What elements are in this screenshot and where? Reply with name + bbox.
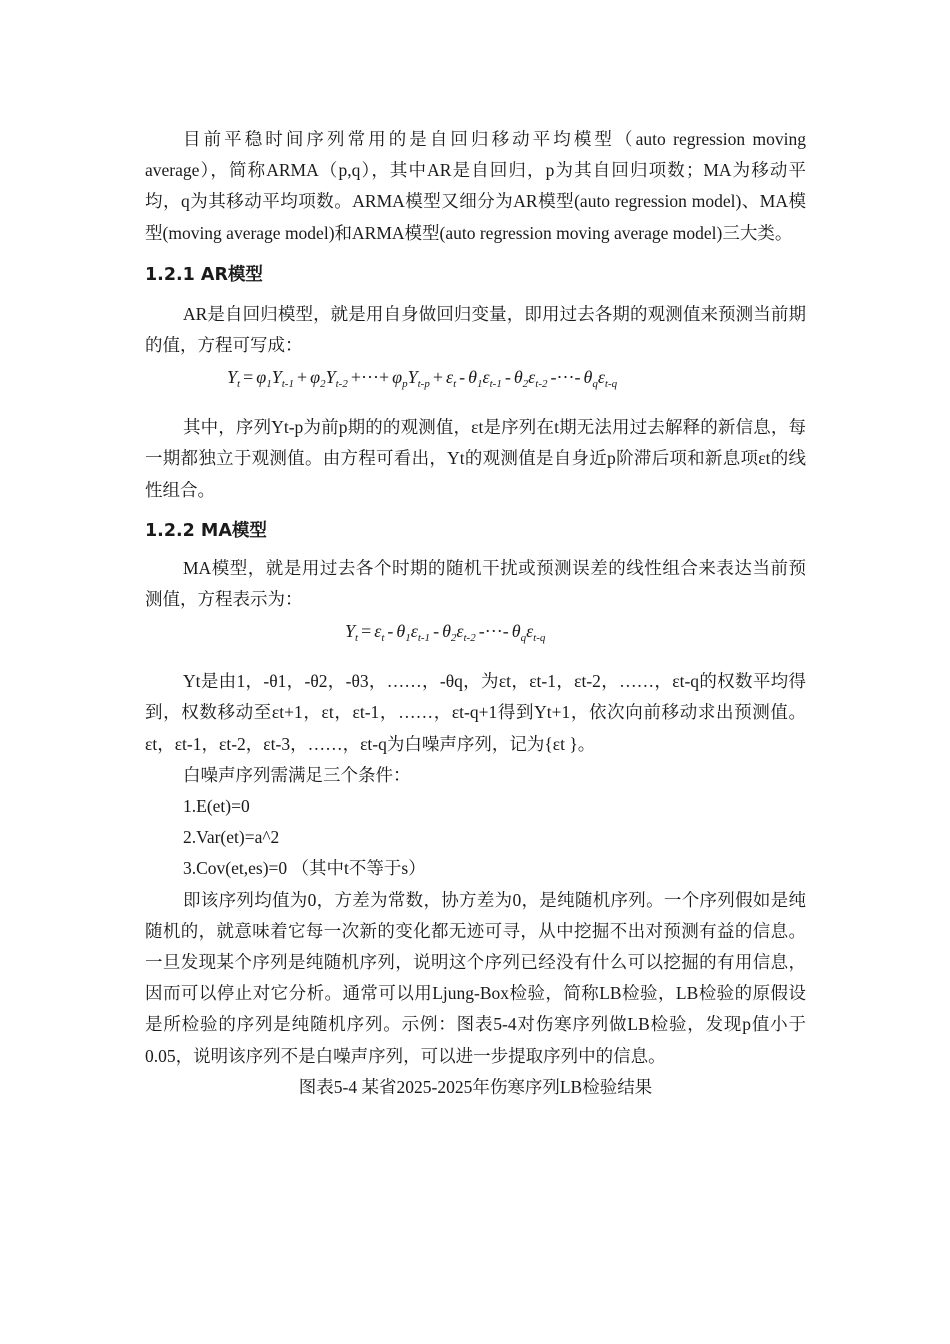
document-page (145, 124, 806, 1103)
ar-equation: $Y_t = \varphi_1Y_{t-1} + \varphi_2Y_{t-2}$ +···+ $\varphi_pY_{t-p} + \varepsilon_t - \theta_1\varepsilon_{t-1} - \theta_2\varepsilon_{t-2}$ -···- $\theta_q\varepsilon_{t-q}$ (227, 367, 618, 391)
ma-paragraph-1: MA模型，就是用过去各个时期的随机干扰或预测误差的线性组合来表达当前预测值，方程表示为： (145, 557, 806, 610)
figure-caption: 图表5-4 某省2025-2025年伤寒序列LB检验结果 (298, 1076, 653, 1097)
intro-paragraph: 目前平稳时间序列常用的是自回归移动平均模型（auto regression moving average），简称ARMA（p,q），其中AR是自回归，p为其自回归项数；MA为移动平均，q为其移动平均项数。ARMA模型又细分为AR模型(auto regression model)、MA模型(moving average model)和ARMA模型(auto regression moving average model)三大类。 (145, 129, 806, 243)
section-heading-ma: 1.2.2 MA模型 (145, 520, 267, 541)
ar-paragraph-2: 其中，序列Yt-p为前p期的的观测值，εt是序列在t期无法用过去解释的新信息，每一期都独立于观测值。由方程可看出，Yt的观测值是自身近p阶滞后项和新息项εt的线性组合。 (145, 417, 806, 500)
condition-item: 2.Var(et)=a^2 (183, 827, 280, 848)
section-heading-ar: 1.2.1 AR模型 (145, 264, 263, 285)
ma-paragraph-3: 即该序列均值为0，方差为常数，协方差为0，是纯随机序列。一个序列假如是纯随机的，就意味着它每一次新的变化都无迹可寻，从中挖掘不出对预测有益的信息。一旦发现某个序列是纯随机序列，说明这个序列已经没有什么可以挖掘的有用信息，因而可以停止对它分析。通常可以用Ljung-Box检验，简称LB检验，LB检验的原假设是所检验的序列是纯随机序列。示例：图表5-4对伤寒序列做LB检验，发现p值小于0.05，说明该序列不是白噪声序列，可以进一步提取序列中的信息。 (145, 889, 806, 1066)
ar-paragraph-1: AR是自回归模型，就是用自身做回归变量，即用过去各期的观测值来预测当前期的值，方程可写成： (145, 303, 806, 356)
ma-equation: $Y_t = \varepsilon_t - \theta_1\varepsilon_{t-1} - \theta_2\varepsilon_{t-2}$ -···- $\theta_q\varepsilon_{t-q}$ (345, 621, 546, 645)
conditions-intro: 白噪声序列需满足三个条件： (183, 764, 411, 785)
condition-item: 3.Cov(et,es)=0 （其中t不等于s） (183, 858, 426, 879)
condition-item: 1.E(et)=0 (183, 796, 250, 817)
ma-paragraph-2: Yt是由1，-θ1，-θ2，-θ3，……，-θq，为εt，εt-1，εt-2，……，εt-q的权数平均得到，权数移动至εt+1，εt，εt-1，……，εt-q+1得到Yt+1，依次向前移动求出预测值。εt，εt-1，εt-2，εt-3，……，εt-q为白噪声序列，记为{εt }。 (145, 671, 806, 754)
